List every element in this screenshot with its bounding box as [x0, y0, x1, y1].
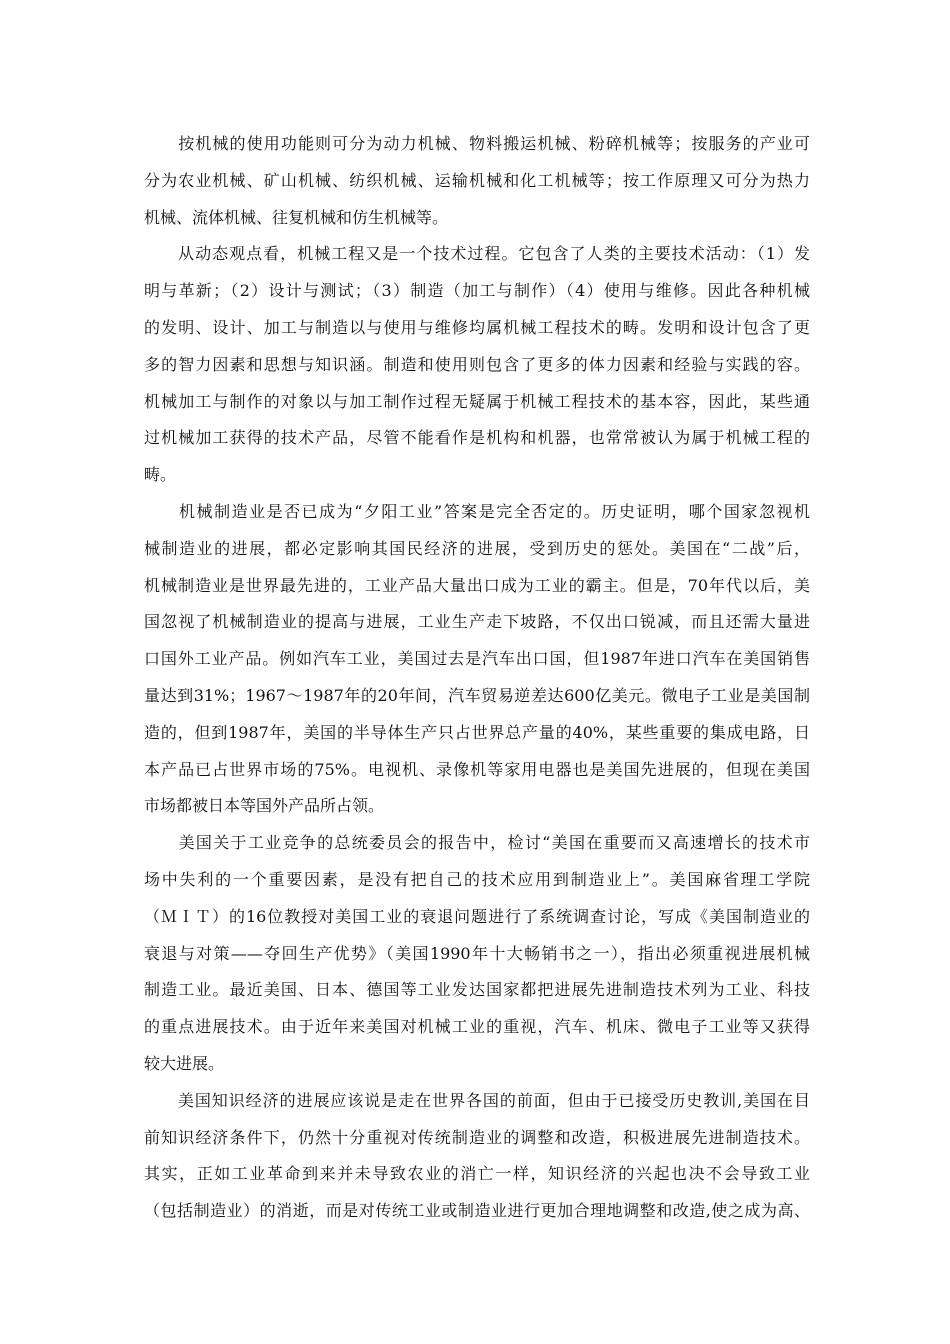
text-line: 明与革新；（2）设计与测试；（3）制造（加工与制作）（4）使用与维修。因此各种机械	[144, 281, 810, 301]
text-line: 械制造业的进展，都必定影响其国民经济的进展，受到历史的惩处。美国在“二战”后，	[144, 538, 810, 558]
text-line: 口国外工业产品。例如汽车工业，美国过去是汽车出口国，但1987年进口汽车在美国销售	[144, 649, 810, 669]
text-line: 从动态观点看，机械工程又是一个技术过程。它包含了人类的主要技术活动：（1）发	[144, 244, 810, 264]
text-line: 量达到31%；1967～1987年的20年间，汽车贸易逆差达600亿美元。微电子工业是美国制	[144, 685, 810, 705]
text-line: 美国知识经济的进展应该说是走在世界各国的前面，但由于已接受历史教训,美国在目	[144, 1090, 810, 1110]
text-line: 机械制造业是世界最先进的，工业产品大量出口成为工业的霸主。但是，70年代以后，美	[144, 575, 810, 595]
text-line: 国忽视了机械制造业的提高与进展，工业生产走下坡路，不仅出口锐减，而且还需大量进	[144, 612, 810, 632]
text-line: 前知识经济条件下，仍然十分重视对传统制造业的调整和改造，积极进展先进制造技术。	[144, 1127, 810, 1147]
body-text	[144, 126, 810, 1230]
text-line: 较大进展。	[144, 1053, 225, 1073]
text-line: 其实，正如工业革命到来并未导致农业的消亡一样，知识经济的兴起也决不会导致工业	[144, 1164, 810, 1184]
text-line: 的重点进展技术。由于近年来美国对机械工业的重视，汽车、机床、微电子工业等又获得	[144, 1017, 810, 1037]
text-line: 场中失利的一个重要因素，是没有把自己的技术应用到制造业上”。美国麻省理工学院	[144, 869, 810, 889]
text-line: 制造工业。最近美国、日本、德国等工业发达国家都把进展先进制造技术列为工业、科技	[144, 980, 810, 1000]
text-line: 按机械的使用功能则可分为动力机械、物料搬运机械、粉碎机械等；按服务的产业可	[144, 134, 810, 153]
text-line: 的发明、设计、加工与制造以与使用与维修均属机械工程技术的畴。发明和设计包含了更	[144, 317, 810, 337]
text-line: 市场都被日本等国外产品所占领。	[144, 796, 385, 816]
text-line: 分为农业机械、矿山机械、纺织机械、运输机械和化工机械等；按工作原理又可分为热力	[144, 170, 810, 190]
text-line: 造的，但到1987年，美国的半导体生产只占世界总产量的40%，某些重要的集成电路，日	[144, 722, 810, 742]
text-line: 机械加工与制作的对象以与加工制作过程无疑属于机械工程技术的基本容，因此，某些通	[144, 391, 810, 411]
text-line: （ＭＩＴ）的16位教授对美国工业的衰退问题进行了系统调查讨论，写成《美国制造业的	[144, 906, 810, 926]
text-line: 本产品已占世界市场的75%。电视机、录像机等家用电器也是美国先进展的，但现在美国	[144, 759, 810, 779]
text-line: 美国关于工业竞争的总统委员会的报告中，检讨“美国在重要而又高速增长的技术市	[144, 833, 810, 853]
text-line: 衰退与对策——夺回生产优势》（美国1990年十大畅销书之一），指出必须重视进展机械	[144, 943, 810, 963]
text-line: 机械、流体机械、往复机械和仿生机械等。	[144, 207, 449, 227]
text-line: （包括制造业）的消逝，而是对传统工业或制造业进行更加合理地调整和改造,使之成为高、	[144, 1201, 810, 1221]
text-line: 多的智力因素和思想与知识涵。制造和使用则包含了更多的体力因素和经验与实践的容。	[144, 354, 810, 374]
text-line: 畴。	[144, 465, 177, 485]
text-line: 过机械加工获得的技术产品，尽管不能看作是机构和机器，也常常被认为属于机械工程的	[144, 428, 810, 448]
text-line: 机械制造业是否已成为“夕阳工业”答案是完全否定的。历史证明，哪个国家忽视机	[144, 501, 810, 521]
